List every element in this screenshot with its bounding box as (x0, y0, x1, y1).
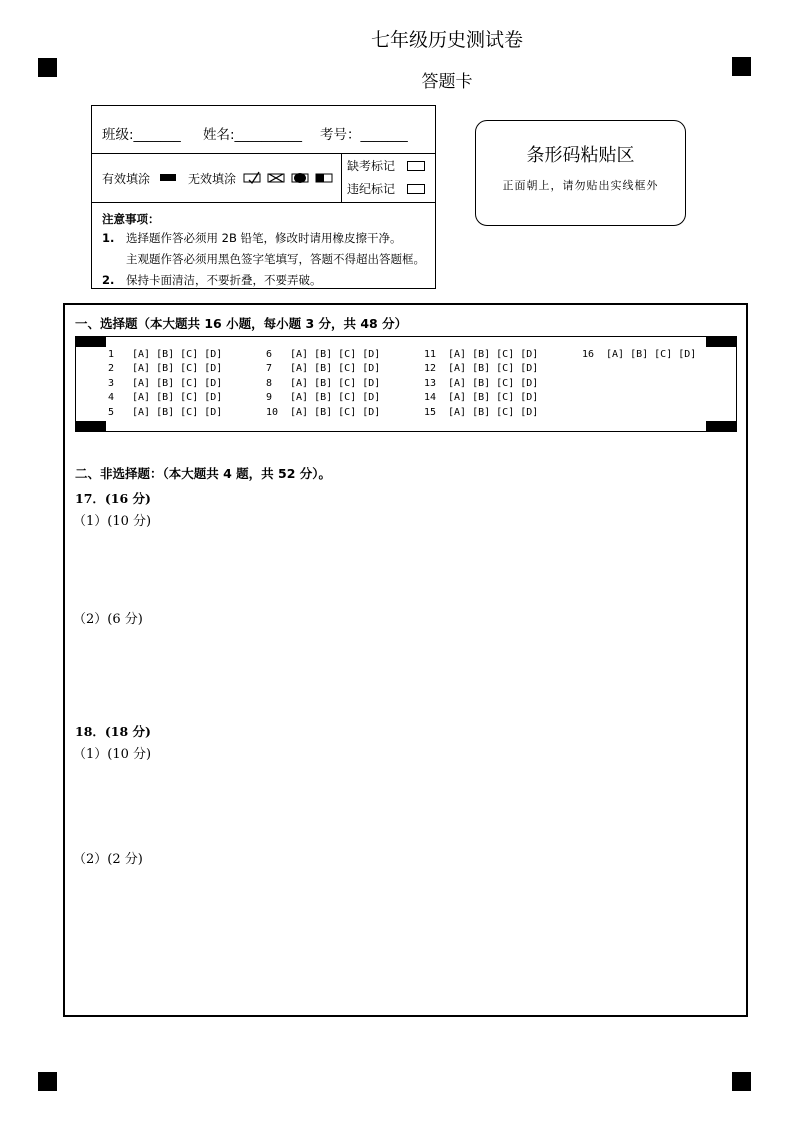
exam-number-field[interactable]: 考号：_______ (320, 127, 408, 143)
violation-mark-checkbox[interactable] (407, 184, 425, 194)
corner-bar (76, 421, 106, 431)
invalid-fill-label: 无效填涂 (188, 172, 237, 186)
section1-title: 一、选择题（本大题共 16 小题，每小题 3 分，共 48 分） (75, 316, 408, 331)
violation-mark-label: 违纪标记 (347, 182, 396, 196)
question-17-heading: 17．(16 分) (75, 491, 151, 506)
choice-options[interactable]: [A] [B] [C] [D] (132, 377, 223, 389)
choice-column (424, 348, 538, 420)
question-number: 14 (424, 392, 437, 404)
choice-column (108, 348, 222, 420)
choice-row[interactable] (582, 348, 696, 362)
question-number: 4 (108, 392, 115, 404)
question-number: 10 (266, 406, 279, 418)
choice-row[interactable] (266, 377, 380, 391)
corner-mark-bottom-left (38, 1072, 57, 1091)
question-number: 13 (424, 377, 437, 389)
absent-mark-checkbox[interactable] (407, 161, 425, 171)
notice-item (102, 272, 432, 288)
choice-options[interactable]: [A] [B] [C] [D] (132, 392, 223, 404)
choice-options[interactable]: [A] [B] [C] [D] (290, 363, 381, 375)
valid-fill-label: 有效填涂 (102, 172, 151, 186)
question-number: 6 (266, 349, 273, 360)
choice-row[interactable] (108, 406, 222, 420)
notice-text: 选择题作答必须用 2B 铅笔，修改时请用橡皮擦干净。 (126, 231, 402, 245)
choice-options[interactable]: [A] [B] [C] [D] (132, 363, 223, 375)
choice-row[interactable] (266, 348, 380, 362)
answer-area (63, 303, 748, 1017)
choice-row[interactable] (108, 377, 222, 391)
choice-options[interactable]: [A] [B] [C] [D] (448, 363, 539, 375)
choice-options[interactable]: [A] [B] [C] [D] (290, 377, 381, 389)
choice-row[interactable] (266, 362, 380, 376)
choice-options[interactable]: [A] [B] [C] [D] (290, 349, 381, 360)
question-number: 1 (108, 349, 115, 360)
question-18-part-1: （1）(10 分) (73, 747, 152, 762)
corner-bar (706, 421, 736, 431)
valid-fill-sample-icon (160, 174, 176, 181)
student-info-box (91, 105, 436, 289)
choice-options[interactable]: [A] [B] [C] [D] (448, 349, 539, 360)
question-18-heading: 18．(18 分) (75, 724, 151, 739)
choice-row[interactable] (266, 391, 380, 405)
choice-options[interactable]: [A] [B] [C] [D] (448, 377, 539, 389)
choice-options[interactable]: [A] [B] [C] [D] (132, 406, 223, 418)
corner-bar (706, 337, 736, 347)
identity-row (92, 106, 435, 154)
question-number: 16 (582, 349, 595, 360)
question-number: 8 (266, 377, 273, 389)
choice-row[interactable] (424, 391, 538, 405)
name-field[interactable]: 姓名:__________ (203, 127, 303, 143)
invalid-fill-samples-icon (243, 171, 335, 185)
choice-column (582, 348, 696, 362)
choice-row[interactable] (266, 406, 380, 420)
choice-row[interactable] (424, 348, 538, 362)
choice-options[interactable]: [A] [B] [C] [D] (290, 406, 381, 418)
choice-options[interactable]: [A] [B] [C] [D] (606, 349, 697, 360)
choice-row[interactable] (424, 377, 538, 391)
choice-row[interactable] (108, 391, 222, 405)
corner-bar (76, 337, 106, 347)
fill-example-row (92, 153, 435, 203)
corner-mark-bottom-right (732, 1072, 751, 1091)
barcode-paste-area (475, 120, 686, 226)
question-number: 11 (424, 349, 437, 360)
notice-text: 主观题作答必须用黑色签字笔填写，答题不得超出答题框。 (126, 252, 425, 266)
choice-row[interactable] (424, 406, 538, 420)
choice-row[interactable] (108, 348, 222, 362)
choice-row[interactable] (108, 362, 222, 376)
divider-line (341, 153, 342, 202)
choice-column (266, 348, 380, 420)
barcode-note: 正面朝上，请勿贴出实线框外 (502, 179, 659, 192)
barcode-title: 条形码粘贴区 (526, 145, 635, 166)
question-number: 3 (108, 377, 115, 389)
page-title: 七年级历史测试卷 (370, 29, 523, 51)
question-18-part-2: （2）(2 分) (73, 852, 143, 867)
choice-options[interactable]: [A] [B] [C] [D] (132, 349, 223, 360)
question-number: 15 (424, 406, 437, 418)
section2-title: 二、非选择题：（本大题共 4 题，共 52 分）。 (75, 466, 332, 481)
class-field[interactable]: 班级:_______ (102, 127, 181, 143)
choice-options[interactable]: [A] [B] [C] [D] (448, 392, 539, 404)
notice-title: 注意事项： (102, 212, 160, 226)
question-number: 7 (266, 363, 273, 375)
question-number: 5 (108, 406, 115, 418)
absent-mark-label: 缺考标记 (347, 159, 396, 173)
notice-item (102, 230, 432, 246)
choice-grid (75, 336, 737, 432)
question-17-part-2: （2）(6 分) (73, 612, 143, 627)
question-number: 12 (424, 363, 437, 375)
choice-options[interactable]: [A] [B] [C] [D] (448, 406, 539, 418)
question-number: 9 (266, 392, 273, 404)
page-subtitle: 答题卡 (421, 72, 473, 92)
question-number: 2 (108, 363, 115, 375)
notice-text: 保持卡面清洁，不要折叠，不要弄破。 (126, 273, 322, 287)
question-17-part-1: （1）(10 分) (73, 514, 152, 529)
notice-number: 1. (102, 231, 115, 245)
choice-row[interactable] (424, 362, 538, 376)
notice-number: 2. (102, 273, 115, 287)
choice-options[interactable]: [A] [B] [C] [D] (290, 392, 381, 404)
notice-item (102, 251, 432, 267)
